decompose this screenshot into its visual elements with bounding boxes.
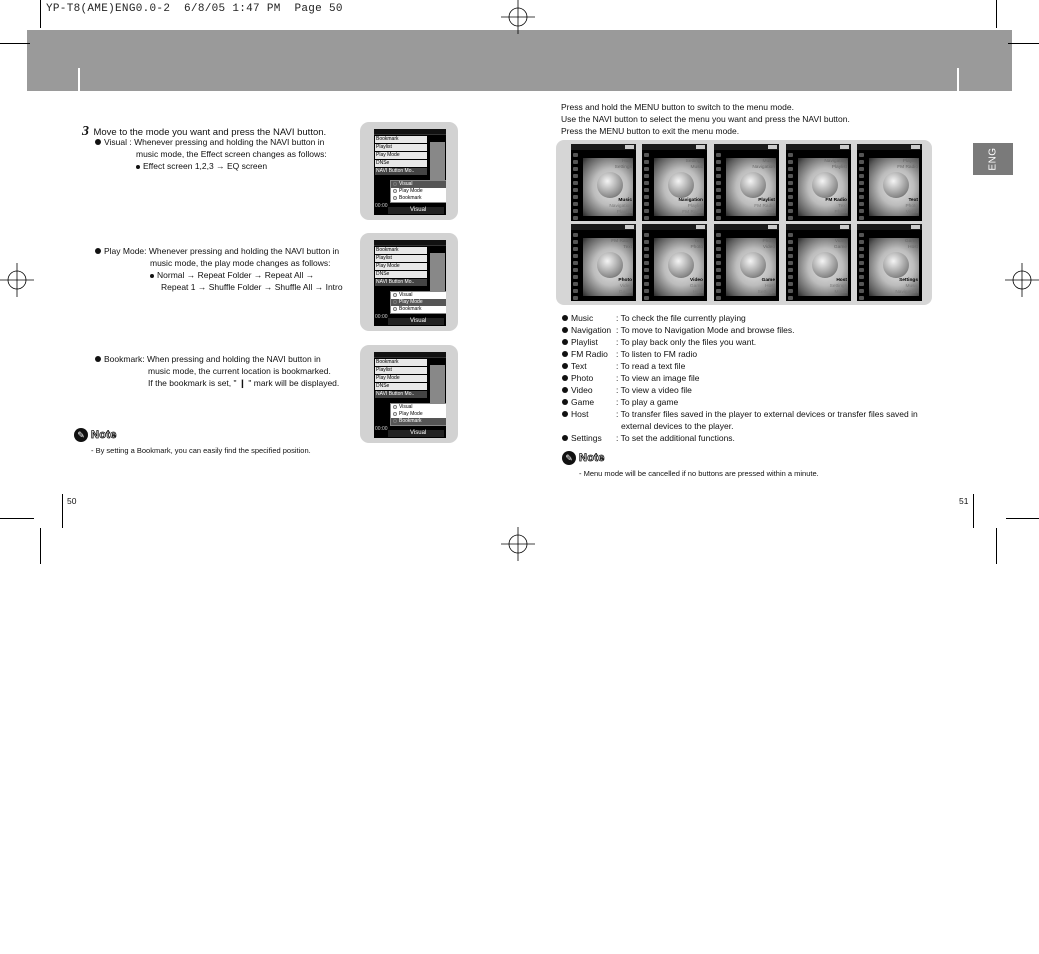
navi-popup-menu (390, 291, 446, 314)
menu-icon-strip (786, 150, 796, 221)
note-badge-right (562, 451, 605, 465)
menu-screen-tile (714, 224, 779, 301)
function-description: : To play back only the files you want. (616, 337, 757, 347)
page-number-right: 51 (959, 496, 969, 506)
status-bar (374, 129, 446, 135)
menu-icon (740, 172, 766, 198)
note-label: Note (91, 429, 117, 441)
equalizer-panel (430, 365, 445, 407)
menu-icon-strip (642, 150, 652, 221)
device-footer: Visual (388, 430, 444, 437)
battery-icon (768, 145, 777, 149)
menu-icon (883, 252, 909, 278)
function-description: : To view an image file (616, 373, 700, 383)
menu-tile-label: Music (834, 290, 847, 295)
bookmark-line3: If the bookmark is set, " ❙ " mark will be displayed. (148, 378, 340, 388)
bullet-icon (95, 356, 101, 362)
menu-tile-label: Text (623, 245, 632, 250)
menu-tile-label: Game (618, 290, 632, 295)
menu-tile-label: FM Radio (754, 204, 775, 209)
playmode-line1: Play Mode: Whenever pressing and holding the NAVI button in (95, 245, 339, 257)
popup-option: Play Mode (391, 411, 446, 418)
menu-tile-label: Host (908, 245, 918, 250)
menu-icon (668, 252, 694, 278)
bookmark-line1: Bookmark: When pressing and holding the NAVI button in (95, 353, 321, 365)
function-description: : To play a game (616, 397, 679, 407)
device-screenshot (360, 345, 458, 443)
bullet-icon (95, 139, 101, 145)
intro-line2: Use the NAVI button to select the menu you want and press the NAVI button. (561, 114, 850, 124)
function-description: : To set the additional functions. (616, 433, 735, 443)
menu-tile-label: Host (693, 290, 703, 295)
menu-screen-tile (642, 144, 707, 221)
language-tab: ENG (973, 143, 1013, 175)
bullet-icon (562, 363, 568, 369)
menu-tile-label: Game (761, 278, 775, 283)
header-band (27, 30, 1012, 91)
menu-tile-label: Photo (834, 210, 847, 215)
device-menu-row: Play Mode (375, 152, 427, 159)
function-name: Navigation (562, 324, 611, 336)
menu-tile-label: Video (619, 284, 632, 289)
device-menu-row: DNSe (375, 383, 427, 390)
menu-icon (812, 172, 838, 198)
popup-option: Bookmark (391, 195, 446, 202)
function-description: external devices to the player. (621, 421, 734, 431)
crop-mark (62, 494, 63, 528)
menu-tile-label: Navigation (678, 198, 703, 203)
menu-tile-label: Navigation (609, 204, 632, 209)
popup-option: Bookmark (391, 306, 446, 313)
menu-tile-label: Settings (685, 159, 703, 164)
navi-popup-menu (390, 403, 446, 426)
header-notch-left (78, 68, 80, 91)
menu-tile-label: Video (762, 245, 775, 250)
menu-icon-strip (714, 150, 724, 221)
bullet-icon (95, 248, 101, 254)
crop-mark (973, 494, 974, 528)
menu-icon-strip (857, 230, 867, 301)
device-screenshot (360, 122, 458, 220)
playmode-line2: music mode, the play mode changes as follows: (150, 258, 331, 268)
bullet-icon (562, 387, 568, 393)
menu-tile-label: Game (689, 284, 703, 289)
bullet-icon (150, 274, 154, 278)
bookmark-line2: music mode, the current location is bookmarked. (148, 366, 331, 376)
device-menu-row: NAVI Button Mo.. (375, 279, 427, 286)
menu-icon-strip (714, 230, 724, 301)
device-menu-row: DNSe (375, 271, 427, 278)
function-name: Photo (562, 372, 593, 384)
device-menu-row: NAVI Button Mo.. (375, 168, 427, 175)
menu-tile-label: Photo (762, 239, 775, 244)
popup-option: Visual (391, 181, 446, 188)
menu-tile-label: FM Radio (897, 165, 918, 170)
menu-icon (812, 252, 838, 278)
popup-option: Visual (391, 292, 446, 299)
function-name: Settings (562, 432, 602, 444)
menu-tile-label: Video (834, 239, 847, 244)
device-menu-row: Bookmark (375, 136, 427, 143)
intro-line1: Press and hold the MENU button to switch to the menu mode. (561, 102, 794, 112)
function-name: Host (562, 408, 588, 420)
menu-tile-label: FM Radio (682, 210, 703, 215)
pencil-icon: ✎ (562, 451, 576, 465)
crop-mark (1006, 518, 1039, 519)
pencil-icon: ✎ (74, 428, 88, 442)
function-description: : To listen to FM radio (616, 349, 698, 359)
menu-tile-label: Music (762, 159, 775, 164)
device-menu-row: DNSe (375, 160, 427, 167)
device-menu-row: Play Mode (375, 375, 427, 382)
device-footer: Visual (388, 318, 444, 325)
menu-tile-label: Playlist (616, 210, 632, 215)
function-description: : To view a video file (616, 385, 692, 395)
registration-mark-icon (501, 527, 535, 561)
menu-icon-strip (571, 230, 581, 301)
bullet-icon (562, 315, 568, 321)
playmode-line4: Repeat 1 → Shuffle Folder → Shuffle All → Intro (161, 282, 343, 292)
menu-tile-label: Photo (905, 204, 918, 209)
device-footer: Visual (388, 207, 444, 214)
battery-icon (696, 225, 705, 229)
battery-icon (625, 225, 634, 229)
menu-tile-label: Game (833, 245, 847, 250)
popup-option: Bookmark (391, 418, 446, 425)
device-screen (374, 129, 446, 215)
crop-mark (40, 0, 41, 28)
note-label: Note (579, 452, 605, 464)
device-menu-row: Playlist (375, 144, 427, 151)
menu-screen-tile (786, 224, 851, 301)
menu-screen-tile (786, 144, 851, 221)
menu-icon (883, 172, 909, 198)
status-bar (374, 240, 446, 246)
device-menu-row: Play Mode (375, 263, 427, 270)
menu-tile-label: Game (904, 239, 918, 244)
function-name: FM Radio (562, 348, 608, 360)
function-name: Video (562, 384, 593, 396)
function-description: : To check the file currently playing (616, 313, 746, 323)
crop-mark (996, 0, 997, 28)
menu-icon-strip (642, 230, 652, 301)
device-time: 00:00 (375, 314, 388, 320)
menu-tile-label: Text (766, 210, 775, 215)
popup-option: Play Mode (391, 299, 446, 306)
menu-icon-strip (857, 150, 867, 221)
bullet-icon (562, 339, 568, 345)
intro-line3: Press the MENU button to exit the menu mode. (561, 126, 740, 136)
device-time: 00:00 (375, 426, 388, 432)
menu-screen-tile (571, 224, 636, 301)
note-text-left: - By setting a Bookmark, you can easily find the specified position. (91, 446, 311, 455)
menu-tile-label: Text (908, 198, 918, 203)
registration-mark-icon (1005, 263, 1039, 297)
menu-tile-label: Playlist (831, 165, 847, 170)
function-name: Game (562, 396, 594, 408)
menu-tile-label: FM Radio (611, 239, 632, 244)
menu-screen-tile (857, 224, 922, 301)
menu-icon (668, 172, 694, 198)
menu-tile-label: Playlist (902, 159, 918, 164)
menu-screen-tile (571, 144, 636, 221)
page-number-left: 50 (67, 496, 77, 506)
function-description: : To read a text file (616, 361, 686, 371)
bullet-icon (136, 165, 140, 169)
menu-tile-label: Navigation (752, 165, 775, 170)
header-notch-right (957, 68, 959, 91)
menu-tile-label: Music (618, 198, 632, 203)
print-slug: YP-T8(AME)ENG0.0-2 6/8/05 1:47 PM Page 50 (46, 3, 343, 15)
menu-tile-label: FM Radio (825, 198, 847, 203)
device-screen (374, 240, 446, 326)
equalizer-panel (430, 253, 445, 295)
menu-tile-label: Video (690, 278, 703, 283)
device-menu-row: NAVI Button Mo.. (375, 391, 427, 398)
crop-mark (0, 518, 34, 519)
menu-tile-label: Video (905, 210, 918, 215)
equalizer-panel (430, 142, 445, 184)
battery-icon (625, 145, 634, 149)
menu-tile-label: Photo (690, 245, 703, 250)
menu-tile-label: Host (836, 278, 847, 283)
bullet-icon (562, 399, 568, 405)
menu-tile-label: Playlist (687, 204, 703, 209)
crop-mark (0, 43, 30, 44)
device-menu-row: Bookmark (375, 247, 427, 254)
device-menu-row: Bookmark (375, 359, 427, 366)
battery-icon (696, 145, 705, 149)
battery-icon (840, 225, 849, 229)
menu-tile-label: Settings (829, 284, 847, 289)
function-description: : To move to Navigation Mode and browse files. (616, 325, 795, 335)
note-text-right: - Menu mode will be cancelled if no buttons are pressed within a minute. (579, 469, 819, 478)
step-text: Move to the mode you want and press the NAVI button. (93, 127, 327, 138)
menu-tile-label: Settings (899, 278, 918, 283)
menu-tile-label: Music (905, 284, 918, 289)
battery-icon (911, 145, 920, 149)
menu-screen-tile (642, 224, 707, 301)
menu-tile-label: Navigation (824, 159, 847, 164)
crop-mark (40, 528, 41, 564)
menu-tile-label: Photo (618, 278, 632, 283)
menu-tile-label: Music (690, 165, 703, 170)
crop-mark (1008, 43, 1039, 44)
registration-mark-icon (0, 263, 34, 297)
menu-icon (597, 172, 623, 198)
function-name: Music (562, 312, 593, 324)
menu-icon (597, 252, 623, 278)
bullet-icon (562, 435, 568, 441)
menu-tile-label: Host (765, 284, 775, 289)
visual-line1: Visual : Whenever pressing and holding the NAVI button in (95, 136, 324, 148)
visual-line2: music mode, the Effect screen changes as follows: (136, 149, 327, 159)
navi-popup-menu (390, 180, 446, 203)
playmode-line3: Normal → Repeat Folder → Repeat All → (150, 269, 314, 281)
bullet-icon (562, 327, 568, 333)
bullet-icon (562, 351, 568, 357)
menu-tile-label: Text (838, 204, 847, 209)
popup-option: Visual (391, 404, 446, 411)
status-bar (374, 352, 446, 358)
menu-tile-label: Navigation (895, 290, 918, 295)
device-screen (374, 352, 446, 438)
visual-line3: Effect screen 1,2,3 → EQ screen (136, 160, 267, 172)
crop-mark (996, 528, 997, 564)
device-time: 00:00 (375, 203, 388, 209)
popup-option: Play Mode (391, 188, 446, 195)
bullet-icon (562, 411, 568, 417)
menu-icon-strip (571, 150, 581, 221)
menu-icon (740, 252, 766, 278)
menu-tile-label: Settings (757, 290, 775, 295)
function-name: Playlist (562, 336, 598, 348)
menu-icon-strip (786, 230, 796, 301)
device-menu-row: Playlist (375, 367, 427, 374)
menu-screen-tile (714, 144, 779, 221)
battery-icon (911, 225, 920, 229)
device-screenshot (360, 233, 458, 331)
device-menu-row: Playlist (375, 255, 427, 262)
menu-screen-tile (857, 144, 922, 221)
menu-tile-label: Text (694, 239, 703, 244)
menu-tile-label: Settings (614, 165, 632, 170)
note-badge-left (74, 428, 117, 442)
battery-icon (840, 145, 849, 149)
function-description: : To transfer files saved in the player to external devices or transfer files saved in (616, 409, 918, 419)
step-number: 3 (82, 124, 89, 139)
bullet-icon (562, 375, 568, 381)
battery-icon (768, 225, 777, 229)
menu-tile-label: Host (622, 159, 632, 164)
function-name: Text (562, 360, 587, 372)
registration-mark-icon (501, 0, 535, 34)
menu-tile-label: Playlist (758, 198, 775, 203)
